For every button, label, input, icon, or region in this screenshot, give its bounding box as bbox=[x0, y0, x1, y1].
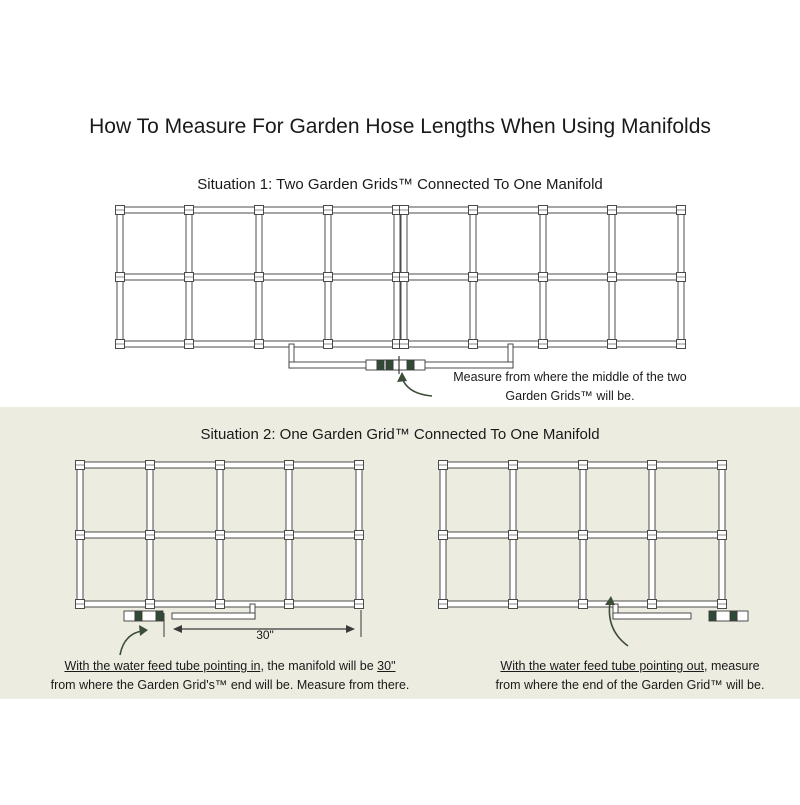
left-caption-underlined-2: 30" bbox=[377, 659, 396, 673]
situation-1-grid-right bbox=[400, 206, 686, 349]
situation-2-background bbox=[0, 407, 800, 699]
left-caption-text-1: , the manifold will be bbox=[260, 659, 378, 673]
left-caption-line-2: from where the Garden Grid's™ end will be. Measure from there. bbox=[50, 678, 410, 692]
hose-fitting bbox=[730, 611, 737, 621]
manifold-body bbox=[142, 611, 156, 621]
right-caption-line-2: from where the end of the Garden Grid™ will be. bbox=[495, 678, 765, 692]
left-caption-line-1 bbox=[20, 657, 440, 676]
hose-fitting bbox=[377, 360, 384, 370]
measure-30-label: 30" bbox=[256, 628, 274, 642]
hose-fitting bbox=[709, 611, 716, 621]
hose-fitting bbox=[135, 611, 142, 621]
manifold-body bbox=[716, 611, 730, 621]
situation-2-right-caption bbox=[470, 657, 790, 695]
hose-fitting bbox=[407, 360, 414, 370]
situation-2-left-manifold bbox=[124, 611, 163, 621]
left-caption-underlined-1: With the water feed tube pointing in bbox=[64, 659, 261, 673]
situation-1-heading: Situation 1: Two Garden Grids™ Connected To One Manifold bbox=[197, 176, 603, 193]
situation-1-caption-line-1: Measure from where the middle of the two bbox=[453, 370, 687, 384]
situation-1-caption-line-2: Garden Grids™ will be. bbox=[505, 389, 635, 403]
hose-fitting bbox=[386, 360, 393, 370]
right-caption-underlined: With the water feed tube pointing out bbox=[500, 659, 704, 673]
left-drip-tube-run bbox=[172, 613, 255, 619]
page-title: How To Measure For Garden Hose Lengths When Using Manifolds bbox=[89, 115, 711, 138]
situation-2-left-caption bbox=[20, 657, 440, 695]
manifold-body bbox=[737, 611, 748, 621]
situation-1-caption bbox=[420, 368, 720, 406]
situation-2-heading: Situation 2: One Garden Grid™ Connected To One Manifold bbox=[200, 426, 600, 443]
right-caption-text-1: , measure bbox=[704, 659, 760, 673]
situation-2-right-manifold bbox=[709, 611, 748, 621]
right-caption-line-1 bbox=[470, 657, 790, 676]
manifold-body bbox=[124, 611, 135, 621]
manifold-body bbox=[366, 360, 377, 370]
hose-fitting bbox=[156, 611, 163, 621]
right-drip-tube-run bbox=[613, 613, 691, 619]
manifold-body bbox=[393, 360, 407, 370]
situation-1-grid-left bbox=[116, 206, 402, 349]
